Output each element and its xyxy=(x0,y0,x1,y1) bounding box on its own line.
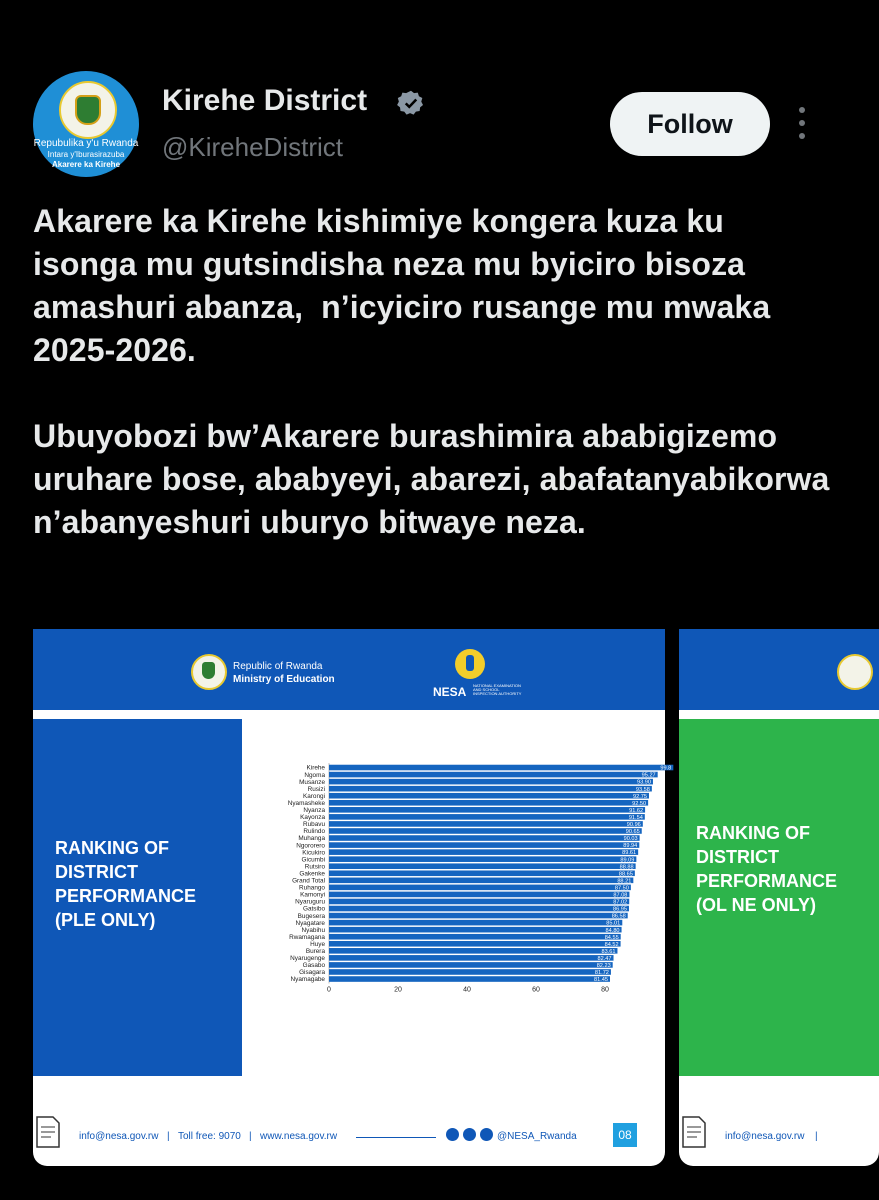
category-label: Huye xyxy=(310,940,325,948)
category-label: Ngoma xyxy=(304,771,325,779)
bar-kamonyi xyxy=(329,892,629,898)
value-label: 89.09 xyxy=(620,857,635,864)
bar-burera xyxy=(329,948,617,954)
bar-karongi xyxy=(329,793,649,799)
bar-kicukiro xyxy=(329,849,638,855)
bar-rulindo xyxy=(329,828,642,834)
category-label: Nyanza xyxy=(303,807,325,815)
bar-ngoma xyxy=(329,772,658,778)
value-label: 83.61 xyxy=(601,948,616,955)
bar-ngororero xyxy=(329,842,639,848)
card-header xyxy=(679,629,879,710)
category-label: Rusizi xyxy=(307,785,325,793)
value-label: 90.96 xyxy=(626,822,641,829)
value-label: 82.23 xyxy=(596,963,611,970)
category-label: Rwamagana xyxy=(289,933,325,941)
value-label: 81.45 xyxy=(594,977,609,984)
bar-ruhango xyxy=(329,885,631,891)
value-label: 84.52 xyxy=(604,941,619,948)
value-label: 89.94 xyxy=(623,843,638,850)
display-name[interactable]: Kirehe District xyxy=(162,84,368,117)
category-label: Nyarugenge xyxy=(290,955,325,963)
bar-chart xyxy=(33,629,672,1166)
category-label: Nyabihu xyxy=(301,926,325,934)
document-icon xyxy=(679,1113,709,1149)
category-label: Kicukiro xyxy=(302,849,325,857)
footer-separator: | xyxy=(167,1131,170,1142)
coat-of-arms-icon xyxy=(59,81,117,139)
bar-kayonza xyxy=(329,814,645,820)
value-label: 93.58 xyxy=(635,786,650,793)
category-label: Gasabo xyxy=(302,962,325,970)
x-tick-label: 40 xyxy=(463,986,471,994)
x-social-icon xyxy=(446,1128,459,1141)
value-label: 88.21 xyxy=(617,878,632,885)
category-label: Rulindo xyxy=(303,828,325,836)
bar-huye xyxy=(329,941,621,947)
footer-separator: | xyxy=(249,1131,252,1142)
value-label: 88.65 xyxy=(618,871,633,878)
footer-divider xyxy=(356,1137,436,1138)
value-label: 95.27 xyxy=(641,772,656,779)
more-vertical-icon[interactable] xyxy=(792,107,812,147)
category-label: Nyamagabe xyxy=(290,976,325,984)
value-label: 90.65 xyxy=(625,829,640,836)
value-label: 81.72 xyxy=(594,970,609,977)
value-label: 92.75 xyxy=(632,793,647,800)
category-label: Muhanga xyxy=(298,835,325,843)
document-icon xyxy=(33,1113,63,1149)
footer-separator: | xyxy=(815,1131,818,1142)
category-label: Kamonyi xyxy=(300,891,325,899)
value-label: 93.90 xyxy=(636,779,651,786)
title-panel xyxy=(679,719,879,1076)
category-label: Nyamasheke xyxy=(287,799,325,807)
category-label: Kirehe xyxy=(306,764,325,772)
ministry-label: Ministry of Education xyxy=(233,674,335,685)
value-label: 85.01 xyxy=(606,920,621,927)
bar-nyabihu xyxy=(329,927,622,933)
bar-rwamagana xyxy=(329,934,621,940)
tweet-text: Akarere ka Kirehe kishimiye kongera kuza ku isonga mu gutsindisha neza mu byiciro bisoza amashuri abanza, n’icyiciro rusange mu mwaka 2025-2026. Ubuyobozi bw’Akarere burashimira ababigizemo uruhare bose, ababyeyi, abarezi, abafatanyabikorwa n’abanyeshuri uburyo bitwaye neza. xyxy=(33,203,830,540)
instagram-icon xyxy=(463,1128,476,1141)
x-tick-label: 80 xyxy=(601,986,609,994)
bar-nyagatare xyxy=(329,920,622,926)
value-label: 89.61 xyxy=(622,850,637,857)
x-tick-label: 20 xyxy=(394,986,402,994)
tweet-image-1[interactable] xyxy=(33,629,672,1166)
bar-muhanga xyxy=(329,835,640,841)
value-label: 87.08 xyxy=(613,892,628,899)
category-label: Karongi xyxy=(302,792,325,800)
category-label: Burera xyxy=(305,948,325,956)
category-label: Kayonza xyxy=(300,814,325,822)
category-label: Rubavu xyxy=(302,821,325,829)
category-label: Gicumbi xyxy=(301,856,325,864)
bar-rubavu xyxy=(329,821,643,827)
value-label: 91.54 xyxy=(628,814,643,821)
footer-social-handle: @NESA_Rwanda xyxy=(497,1131,577,1142)
bar-gasabo xyxy=(329,962,613,968)
category-label: Gatsibo xyxy=(302,905,325,913)
facebook-icon xyxy=(480,1128,493,1141)
value-label: 92.50 xyxy=(632,800,647,807)
bar-grand-total xyxy=(329,878,633,884)
x-tick-label: 0 xyxy=(327,986,331,994)
bar-rutsiro xyxy=(329,863,636,869)
value-label: 91.62 xyxy=(629,807,644,814)
value-label: 88.88 xyxy=(619,864,634,871)
bar-gicumbi xyxy=(329,856,636,862)
bar-nyamagabe xyxy=(329,976,610,982)
bar-nyamasheke xyxy=(329,800,648,806)
bar-rusizi xyxy=(329,786,652,792)
value-label: 82.47 xyxy=(597,955,612,962)
coat-of-arms-icon xyxy=(837,654,873,690)
user-handle[interactable]: @KireheDistrict xyxy=(162,132,343,162)
bar-kirehe xyxy=(329,765,673,771)
category-label: Rutsiro xyxy=(304,863,325,871)
bar-bugesera xyxy=(329,913,628,919)
category-label: Gisagara xyxy=(299,969,325,977)
footer-toll-free: Toll free: 9070 xyxy=(178,1131,241,1142)
republic-label: Republic of Rwanda xyxy=(233,661,323,672)
category-label: Ruhango xyxy=(299,884,325,892)
value-label: 99.8 xyxy=(660,765,672,772)
tweet-image-2[interactable] xyxy=(679,629,879,1166)
bar-gakenke xyxy=(329,870,635,876)
footer-email: info@nesa.gov.rw xyxy=(79,1131,159,1142)
bar-musanze xyxy=(329,779,653,785)
bar-gatsibo xyxy=(329,906,629,912)
bar-nyanza xyxy=(329,807,645,813)
avatar-line-2: Intara y'Iburasirazuba xyxy=(47,150,125,159)
verified-badge-icon xyxy=(397,89,425,117)
bar-nyaruguru xyxy=(329,899,629,905)
value-label: 84.80 xyxy=(605,927,620,934)
category-label: Ngororero xyxy=(296,842,325,850)
value-label: 84.55 xyxy=(604,934,619,941)
chart-title-label: RANKING OF DISTRICT PERFORMANCE (OL NE ONLY) xyxy=(696,823,838,915)
value-label: 87.50 xyxy=(614,885,629,892)
avatar-line-3: Akarere ka Kirehe xyxy=(51,160,121,169)
category-label: Nyagatare xyxy=(295,919,325,927)
category-label: Bugesera xyxy=(297,912,325,920)
value-label: 87.02 xyxy=(613,899,628,906)
nesa-label: NESA xyxy=(433,685,467,699)
avatar-line-1: Repubulika y'u Rwanda xyxy=(33,138,139,149)
footer-website: www.nesa.gov.rw xyxy=(260,1131,338,1142)
x-tick-label: 60 xyxy=(532,986,540,994)
category-label: Gakenke xyxy=(299,870,325,878)
value-label: 86.95 xyxy=(612,906,627,913)
category-label: Nyaruguru xyxy=(295,898,325,906)
bar-nyarugenge xyxy=(329,955,614,961)
page-number: 08 xyxy=(613,1123,637,1147)
nesa-sub-label: NATIONAL EXAMINATION AND SCHOOL INSPECTION AUTHORITY xyxy=(473,683,522,696)
value-label: 90.03 xyxy=(623,836,638,843)
value-label: 86.58 xyxy=(611,913,626,920)
follow-button[interactable]: Follow xyxy=(610,92,770,156)
footer-email: info@nesa.gov.rw xyxy=(725,1131,805,1142)
chart-title-label: RANKING OF DISTRICT PERFORMANCE (PLE ONLY) xyxy=(55,838,197,930)
avatar[interactable] xyxy=(33,71,139,177)
category-label: Grand Total xyxy=(292,877,325,885)
bar-gisagara xyxy=(329,969,611,975)
category-label: Musanze xyxy=(299,778,325,786)
